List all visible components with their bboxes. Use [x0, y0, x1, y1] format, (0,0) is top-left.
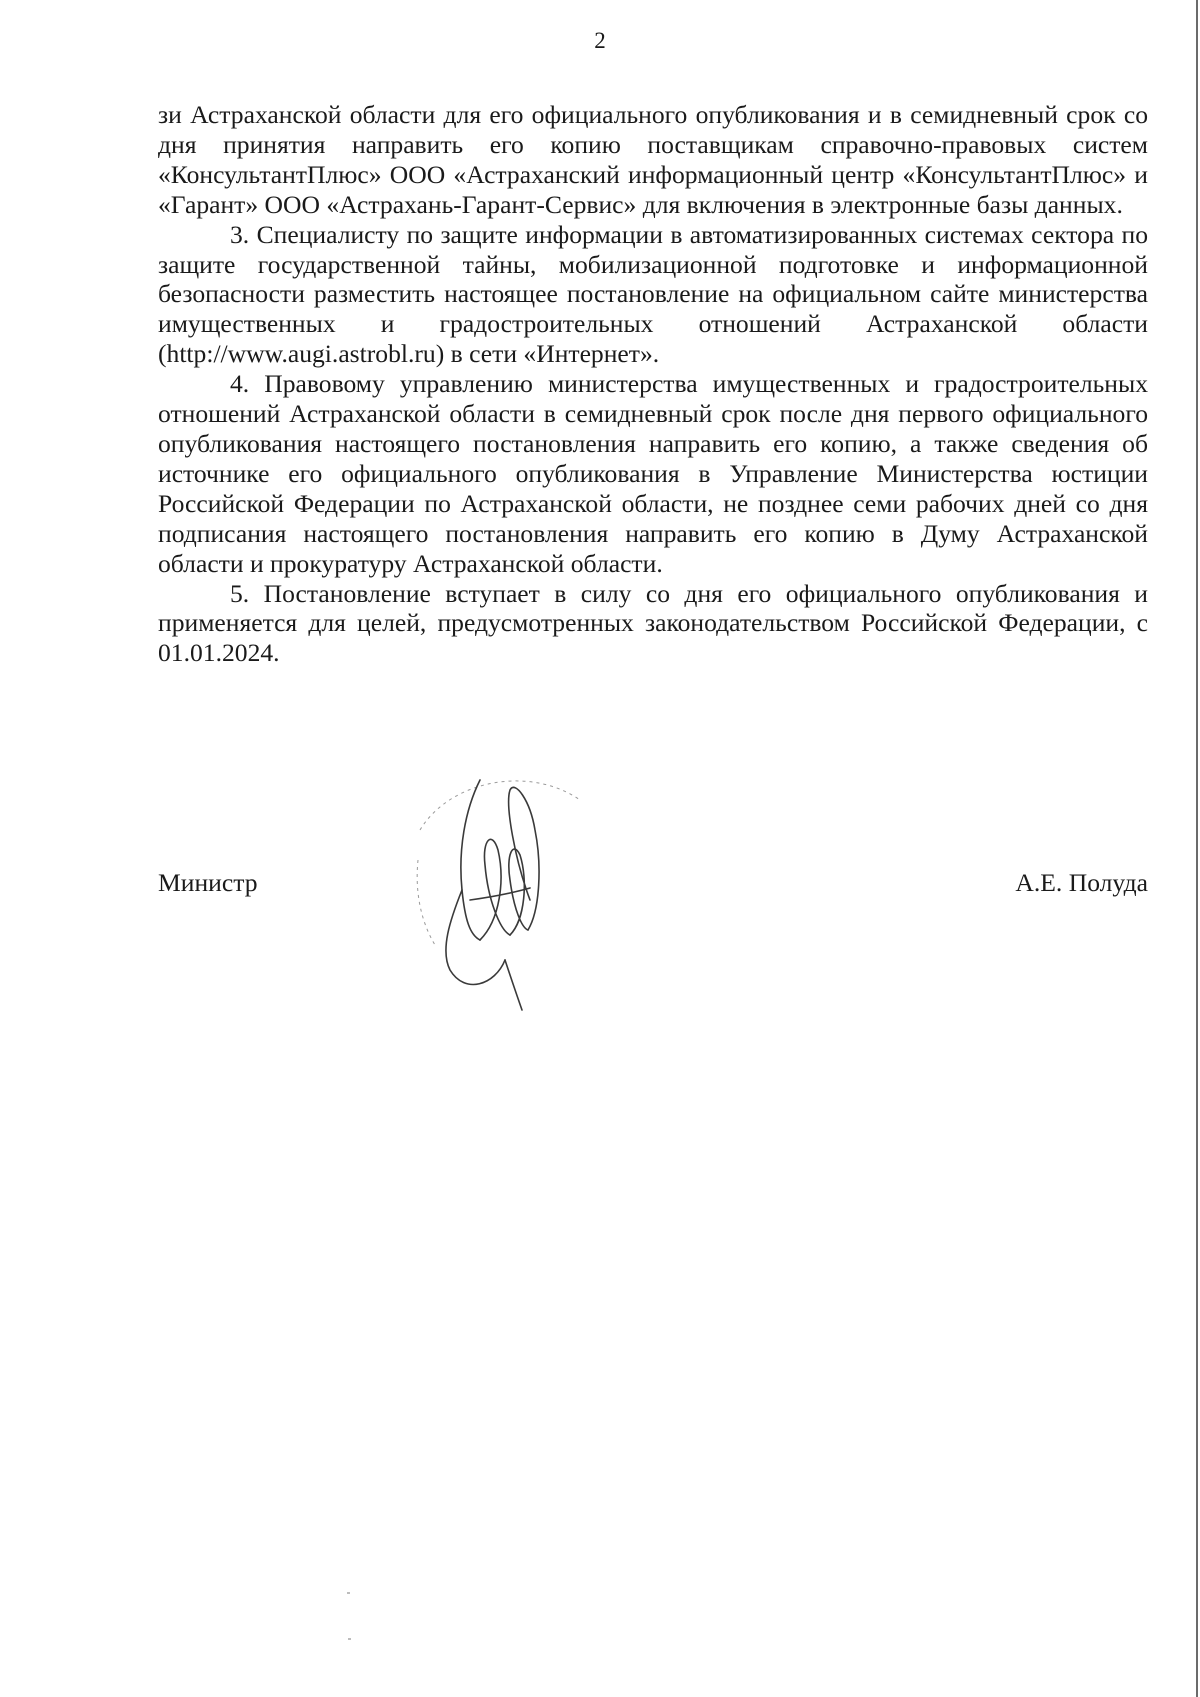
signature-block — [158, 868, 1148, 908]
scan-speck — [348, 1638, 351, 1640]
document-body — [158, 100, 1148, 668]
scan-edge-line — [1196, 0, 1198, 1697]
page-number: 2 — [594, 28, 606, 53]
signer-position: Министр — [158, 868, 258, 897]
paragraph-item-5: 5. Постановление вступает в силу со дня его официального опубликования и применяется для целей, предусмотренных законодательством Российской Федерации, с 01.01.2024. — [158, 578, 1148, 668]
paragraph-item-3: 3. Специалисту по защите информации в автоматизированных системах сектора по защите государственной тайны, мобилизационной подготовке и информационной безопасности разместить настоящее постановление на официальном сайте министерства имущественных и градостроительных отношений Астраханской области (http://www.augi.astrobl.ru) в сети «Интернет». — [158, 219, 1148, 369]
paragraph-continuation: зи Астраханской области для его официального опубликования и в семидневный срок со дня принятия направить его копию поставщикам справочно-правовых систем «КонсультантПлюс» ООО «Астраханский информационный центр «КонсультантПлюс» и «Гарант» ООО «Астрахань-Гарант-Сервис» для включения в электронные базы данных. — [158, 100, 1148, 219]
scan-speck — [347, 1592, 350, 1594]
signer-name: А.Е. Полуда — [1015, 868, 1148, 897]
paragraph-item-4: 4. Правовому управлению министерства имущественных и градостроительных отношений Астраханской области в семидневный срок после дня первого официального опубликования настоящего постановления направить его копию, а также сведения об источнике его официального опубликования в Управление Министерства юстиции Российской Федерации по Астраханской области, не позднее семи рабочих дней со дня подписания настоящего постановления направить его копию в Думу Астраханской области и прокуратуру Астраханской области. — [158, 369, 1148, 578]
